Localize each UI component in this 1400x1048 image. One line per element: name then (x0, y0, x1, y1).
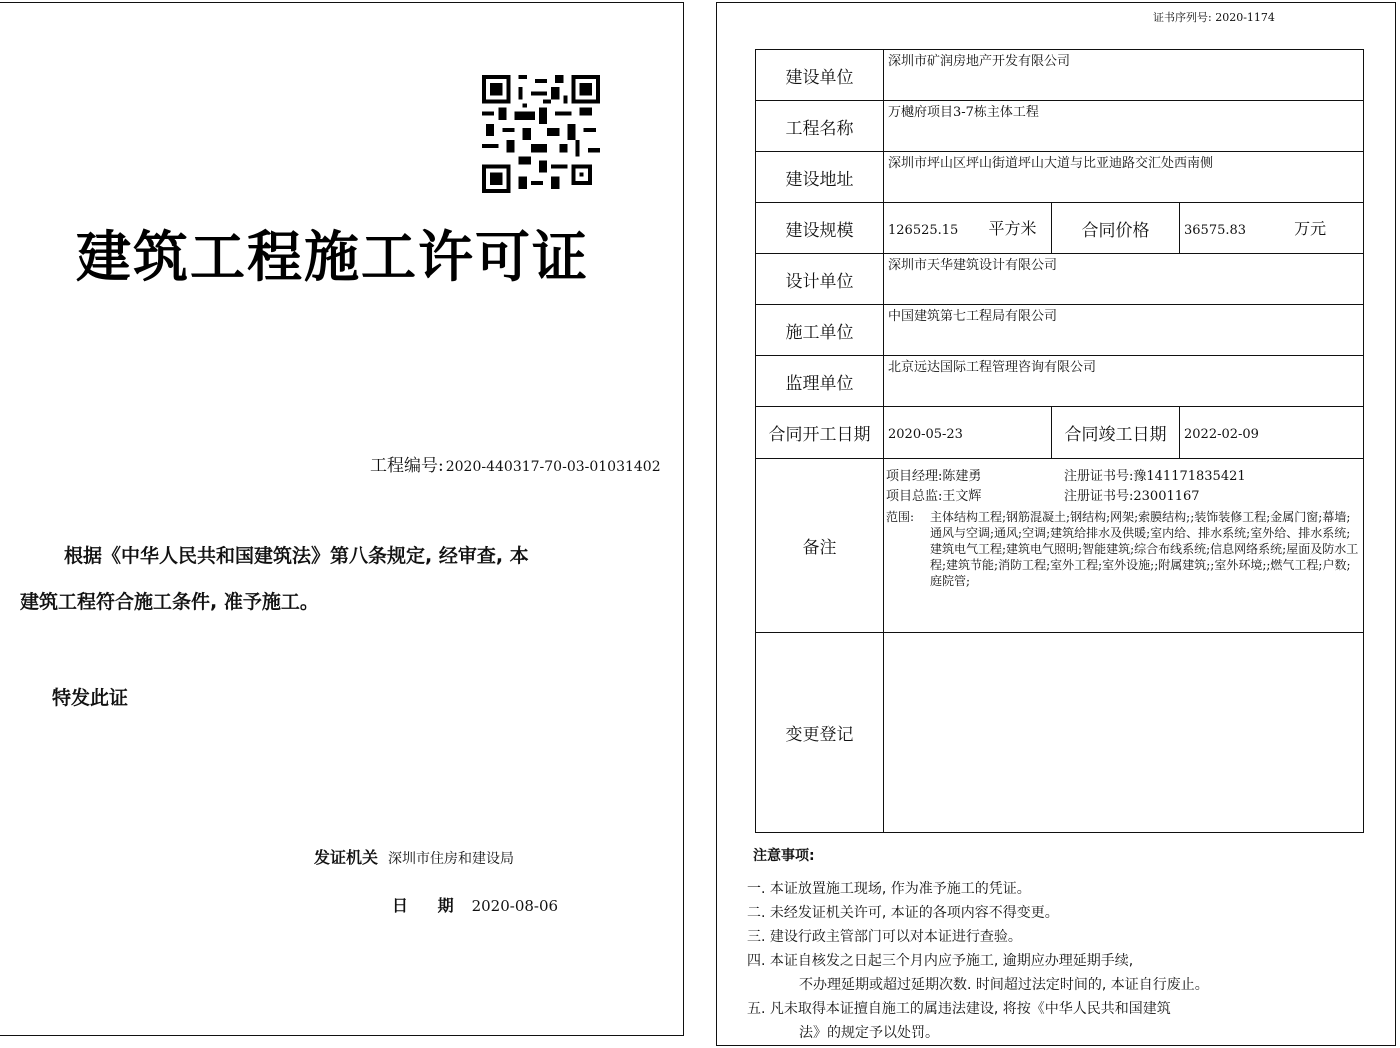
notice-item: 四. 本证自核发之日起三个月内应予施工, 逾期应办理延期手续, (747, 953, 1134, 969)
start-date-label: 合同开工日期 (756, 407, 884, 459)
statement-line-2: 建筑工程符合施工条件, 准予施工。 (20, 591, 319, 613)
change-record-label: 变更登记 (756, 633, 884, 833)
notice-item-continuation: 不办理延期或超过延期次数. 时间超过法定时间的, 本证自行废止。 (799, 977, 1209, 993)
scope-label: 范围: (886, 510, 915, 524)
table-row (756, 152, 1364, 203)
sup-label: 项目总监: (886, 489, 943, 504)
issue-date (392, 893, 558, 916)
table-row (756, 254, 1364, 305)
contract-price-label: 合同价格 (1052, 203, 1180, 254)
project-manager-row (886, 467, 1361, 487)
supervise-unit-label: 监理单位 (756, 356, 884, 407)
build-unit-label: 建设单位 (756, 50, 884, 101)
pm-cert-label: 注册证书号: (1064, 469, 1134, 484)
notice-item: 二. 未经发证机关许可, 本证的各项内容不得变更。 (747, 905, 1059, 921)
sup-cert-value: 23001167 (1133, 489, 1200, 504)
scope-row (886, 509, 1361, 589)
supervisor-row (886, 487, 1361, 507)
build-unit-value: 深圳市矿润房地产开发有限公司 (884, 50, 1364, 101)
pm-value: 陈建勇 (942, 469, 982, 484)
scale-label: 建设规模 (756, 203, 884, 254)
project-number (370, 451, 661, 476)
pm-cert-value: 豫141171835421 (1133, 469, 1246, 484)
notice-item: 一. 本证放置施工现场, 作为准予施工的凭证。 (747, 881, 1031, 897)
table-row (756, 407, 1364, 459)
table-row (756, 633, 1364, 833)
notice-item: 五. 凡未取得本证擅自施工的属违法建设, 将按《中华人民共和国建筑 (747, 1001, 1171, 1017)
permit-statement (20, 533, 600, 625)
project-number-label: 工程编号: (370, 456, 444, 476)
qr-code-icon (482, 75, 600, 193)
project-name-value: 万樾府项目3-7栋主体工程 (884, 101, 1364, 152)
notice-item-continuation: 法》的规定予以处罚。 (799, 1025, 939, 1041)
table-row (756, 459, 1364, 633)
issuer-label: 发证机关 (314, 848, 379, 867)
permit-front-page (0, 2, 684, 1036)
construct-unit-value: 中国建筑第七工程局有限公司 (884, 305, 1364, 356)
scope-value: 主体结构工程;钢筋混凝土;钢结构;网架;索膜结构;;装饰装修工程;金属门窗;幕墙;通风与空调;通风;空调;建筑给排水及供暖;室内给、排水系统;室外给、排水系统;建筑电气工程;建筑电气照明;智能建筑;综合布线系统;信息网络系统;屋面及防水工程;建筑节能;消防工程;室外工程;室外设施;;附属建筑;;室外环境;;燃气工程;户数;庭院管; (930, 510, 1359, 588)
issue-date-value: 2020-08-06 (471, 897, 559, 915)
issue-date-label: 日 期 (392, 896, 466, 915)
address-value: 深圳市坪山区坪山街道坪山大道与比亚迪路交汇处西南侧 (884, 152, 1364, 203)
issuing-authority (314, 845, 514, 868)
end-date-value: 2022-02-09 (1180, 407, 1364, 459)
scale-cell (884, 203, 1052, 254)
remarks-cell (884, 459, 1364, 633)
permit-detail-page (716, 2, 1396, 1046)
serial-number: 证书序列号: 2020-1174 (1153, 11, 1275, 24)
table-row (756, 356, 1364, 407)
supervise-unit-value: 北京远达国际工程管理咨询有限公司 (884, 356, 1364, 407)
construct-unit-label: 施工单位 (756, 305, 884, 356)
address-label: 建设地址 (756, 152, 884, 203)
table-row (756, 203, 1364, 254)
design-unit-label: 设计单位 (756, 254, 884, 305)
table-row (756, 305, 1364, 356)
project-number-value: 2020-440317-70-03-01031402 (445, 459, 661, 475)
notice-title: 注意事项: (753, 848, 815, 864)
pm-label: 项目经理: (886, 469, 943, 484)
sup-value: 王文辉 (942, 489, 982, 504)
end-date-label: 合同竣工日期 (1052, 407, 1180, 459)
notice-section (747, 845, 1307, 1045)
contract-price-cell (1180, 203, 1364, 254)
table-row (756, 50, 1364, 101)
issued-statement: 特发此证 (52, 687, 129, 709)
contract-price-value: 36575.83 (1184, 223, 1247, 238)
sup-cert-label: 注册证书号: (1064, 489, 1134, 504)
design-unit-value: 深圳市天华建筑设计有限公司 (884, 254, 1364, 305)
change-record-cell (884, 633, 1364, 833)
remarks-label: 备注 (756, 459, 884, 633)
scale-value: 126525.15 (888, 223, 959, 238)
permit-details-table (755, 49, 1364, 833)
scale-unit: 平方米 (988, 219, 1037, 238)
project-name-label: 工程名称 (756, 101, 884, 152)
issuer-value: 深圳市住房和建设局 (388, 851, 515, 867)
statement-line-1: 根据《中华人民共和国建筑法》第八条规定, 经审查, 本 (64, 545, 529, 567)
table-row (756, 101, 1364, 152)
notice-item: 三. 建设行政主管部门可以对本证进行查验。 (747, 929, 1022, 945)
contract-price-unit: 万元 (1294, 219, 1327, 238)
start-date-value: 2020-05-23 (884, 407, 1052, 459)
permit-title: 建筑工程施工许可证 (76, 225, 590, 289)
